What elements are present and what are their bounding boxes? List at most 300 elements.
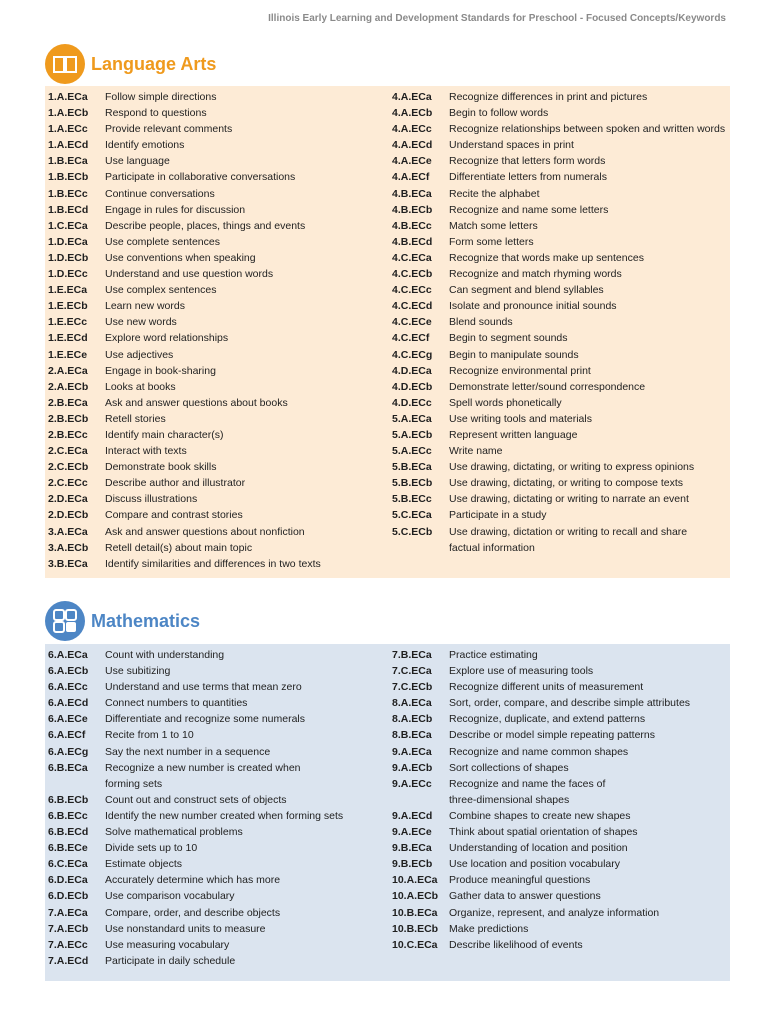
standard-code: 6.B.ECa xyxy=(48,761,88,774)
standard-code: 4.A.ECb xyxy=(392,107,433,120)
standard-description: Retell detail(s) about main topic xyxy=(105,541,253,554)
standard-code: 4.B.ECc xyxy=(392,219,432,232)
standard-row xyxy=(48,888,388,904)
standard-description: Explore word relationships xyxy=(105,332,229,345)
standard-code: 4.D.ECc xyxy=(392,396,432,409)
standard-code: 2.B.ECc xyxy=(48,428,88,441)
standard-code: 8.A.ECb xyxy=(392,713,433,726)
standard-row xyxy=(48,695,388,711)
standard-description: Participate in a study xyxy=(449,509,547,522)
standard-row xyxy=(48,905,388,921)
standard-code: 6.B.ECb xyxy=(48,793,89,806)
standard-row xyxy=(48,792,388,808)
standard-code: 5.C.ECb xyxy=(392,525,433,538)
standard-row xyxy=(392,347,727,363)
standard-code: 7.A.ECd xyxy=(48,954,89,967)
standard-code: 4.C.ECf xyxy=(392,332,430,345)
standard-row xyxy=(392,250,727,266)
standard-row xyxy=(392,314,727,330)
standard-row xyxy=(392,186,727,202)
standard-code: 4.C.ECc xyxy=(392,284,432,297)
standard-description: Identify similarities and differences in two texts xyxy=(105,557,321,570)
standard-row xyxy=(392,760,727,776)
standard-row xyxy=(392,491,727,507)
standard-code xyxy=(392,540,449,556)
standard-description: Recognize and name common shapes xyxy=(449,745,629,758)
standard-code: 7.C.ECb xyxy=(392,681,433,694)
standard-row xyxy=(392,218,727,234)
standard-description: Count out and construct sets of objects xyxy=(105,793,287,806)
standard-description: Recognize relationships between spoken and written words xyxy=(449,123,726,136)
standard-description: Recognize that words make up sentences xyxy=(449,251,644,264)
standard-row xyxy=(392,105,727,121)
standard-code: 8.A.ECa xyxy=(392,697,432,710)
standard-code: 4.C.ECe xyxy=(392,316,432,329)
language-arts-heading xyxy=(45,44,216,84)
standard-code: 6.D.ECb xyxy=(48,890,89,903)
standard-code: 3.A.ECa xyxy=(48,525,88,538)
standard-row xyxy=(392,169,727,185)
standard-description: Understand spaces in print xyxy=(449,139,574,152)
standard-code: 6.D.ECa xyxy=(48,874,88,887)
standard-row xyxy=(48,218,388,234)
standard-row xyxy=(48,459,388,475)
standard-description: Use drawing, dictation or writing to recall and share xyxy=(449,525,688,538)
standard-description: Blend sounds xyxy=(449,316,513,329)
standard-code: 5.B.ECc xyxy=(392,493,432,506)
standard-description: Begin to manipulate sounds xyxy=(449,348,579,361)
standard-row xyxy=(392,411,727,427)
standard-description: Compare, order, and describe objects xyxy=(105,906,281,919)
standard-description: Demonstrate book skills xyxy=(105,461,217,474)
standard-code: 1.D.ECa xyxy=(48,235,88,248)
standard-row xyxy=(48,540,388,556)
language-arts-right-column xyxy=(392,89,727,556)
standard-description: Recognize and name some letters xyxy=(449,203,609,216)
standard-description: Describe author and illustrator xyxy=(105,477,246,490)
standard-code: 4.A.ECd xyxy=(392,139,433,152)
standard-row xyxy=(48,856,388,872)
standard-code: 4.A.ECa xyxy=(392,91,432,103)
standard-code: 10.A.ECa xyxy=(392,874,438,887)
standard-row xyxy=(48,89,388,105)
standard-description: Recognize differences in print and pictures xyxy=(449,91,648,103)
standard-row xyxy=(48,266,388,282)
standard-code: 5.B.ECb xyxy=(392,477,433,490)
standard-code: 6.A.ECb xyxy=(48,665,89,678)
standard-code: 1.A.ECa xyxy=(48,91,88,103)
standard-code: 1.A.ECb xyxy=(48,107,89,120)
standard-row xyxy=(392,872,727,888)
standard-description: Respond to questions xyxy=(105,107,207,120)
standard-code: 7.A.ECc xyxy=(48,938,88,951)
standard-row xyxy=(392,507,727,523)
standard-row xyxy=(392,282,727,298)
standard-description: Begin to segment sounds xyxy=(449,332,568,345)
standard-row xyxy=(392,647,727,663)
language-arts-left-column xyxy=(48,89,388,572)
standard-description: Sort collections of shapes xyxy=(449,761,569,774)
mathematics-right-column xyxy=(392,647,727,953)
standard-row xyxy=(48,711,388,727)
standard-description: Continue conversations xyxy=(105,187,215,200)
standard-code: 9.A.ECd xyxy=(392,809,433,822)
standard-row xyxy=(48,298,388,314)
standard-description: Identify main character(s) xyxy=(105,428,224,441)
standard-code: 3.B.ECa xyxy=(48,557,88,570)
standard-code: 4.C.ECb xyxy=(392,268,433,281)
standard-row xyxy=(48,475,388,491)
standard-code: 4.C.ECg xyxy=(392,348,433,361)
grid-blocks-icon xyxy=(45,601,85,641)
standard-description: Use language xyxy=(105,155,170,168)
standard-row xyxy=(48,137,388,153)
standard-code: 1.E.ECa xyxy=(48,284,88,297)
standard-description: Use drawing, dictating, or writing to express opinions xyxy=(449,461,695,474)
standard-code: 1.A.ECc xyxy=(48,123,88,136)
standard-code: 4.D.ECa xyxy=(392,364,432,377)
standard-description: Connect numbers to quantities xyxy=(105,697,248,710)
standard-description: Ask and answer questions about books xyxy=(105,396,288,409)
standard-row xyxy=(392,679,727,695)
standard-description: Recognize and match rhyming words xyxy=(449,268,622,281)
standard-row xyxy=(392,443,727,459)
standard-code: 9.A.ECa xyxy=(392,745,432,758)
standard-description: Engage in book-sharing xyxy=(105,364,216,377)
standard-row xyxy=(392,824,727,840)
standard-row xyxy=(48,234,388,250)
standard-code: 3.A.ECb xyxy=(48,541,89,554)
standard-description: Use location and position vocabulary xyxy=(449,858,621,871)
standard-description: Explore use of measuring tools xyxy=(449,665,594,678)
standard-row xyxy=(48,663,388,679)
standard-description: Recognize different units of measurement xyxy=(449,681,644,694)
standard-row xyxy=(392,524,727,540)
standard-description: Practice estimating xyxy=(449,649,538,661)
standard-description: Understand and use terms that mean zero xyxy=(105,681,302,694)
standard-description: Use drawing, dictating, or writing to compose texts xyxy=(449,477,684,490)
standard-description: Sort, order, compare, and describe simple attributes xyxy=(449,697,691,710)
standard-description: Divide sets up to 10 xyxy=(105,842,198,855)
standard-row xyxy=(392,153,727,169)
standard-row xyxy=(48,379,388,395)
standard-row xyxy=(48,395,388,411)
standard-row xyxy=(48,679,388,695)
standard-code: 2.B.ECb xyxy=(48,412,89,425)
standard-description: factual information xyxy=(449,541,535,554)
standard-row xyxy=(48,808,388,824)
standard-code: 6.B.ECd xyxy=(48,826,89,839)
standard-code: 4.B.ECd xyxy=(392,235,433,248)
standard-code: 6.A.ECc xyxy=(48,681,88,694)
standard-code: 6.C.ECa xyxy=(48,858,88,871)
standard-code: 6.B.ECe xyxy=(48,842,88,855)
standard-description: Use measuring vocabulary xyxy=(105,938,230,951)
standard-code: 6.A.ECf xyxy=(48,729,86,742)
standard-row xyxy=(392,202,727,218)
standard-code: 8.B.ECa xyxy=(392,729,432,742)
standard-row xyxy=(392,711,727,727)
standard-row xyxy=(48,411,388,427)
standard-code: 9.A.ECe xyxy=(392,826,432,839)
standard-row xyxy=(392,427,727,443)
standard-code xyxy=(48,776,105,792)
standard-description: Describe likelihood of events xyxy=(449,938,583,951)
standard-description: Understand and use question words xyxy=(105,268,274,281)
standard-code: 4.A.ECc xyxy=(392,123,432,136)
standard-description: Participate in daily schedule xyxy=(105,954,236,967)
standard-description: Use conventions when speaking xyxy=(105,251,256,264)
standard-code: 2.B.ECa xyxy=(48,396,88,409)
language-arts-panel xyxy=(45,86,730,578)
standard-description: Recognize, duplicate, and extend patterns xyxy=(449,713,646,726)
standard-description: Provide relevant comments xyxy=(105,123,233,136)
mathematics-title: Mathematics xyxy=(91,610,201,631)
standard-row xyxy=(48,330,388,346)
standard-description: Recite the alphabet xyxy=(449,187,540,200)
open-book-icon xyxy=(45,44,85,84)
standard-description: Use nonstandard units to measure xyxy=(105,922,266,935)
standard-description: Demonstrate letter/sound correspondence xyxy=(449,380,646,393)
standard-code: 9.B.ECa xyxy=(392,842,432,855)
standard-row xyxy=(48,647,388,663)
standard-description: Represent written language xyxy=(449,428,578,441)
standard-description: Use new words xyxy=(105,316,177,329)
standard-description: Use complete sentences xyxy=(105,235,220,248)
standard-description: Differentiate letters from numerals xyxy=(449,171,607,184)
standard-code: 6.A.ECa xyxy=(48,649,88,661)
standard-row xyxy=(48,507,388,523)
standard-code: 2.D.ECb xyxy=(48,509,89,522)
standard-description: Organize, represent, and analyze information xyxy=(449,906,660,919)
standard-code: 9.B.ECb xyxy=(392,858,433,871)
standard-description: Describe people, places, things and events xyxy=(105,219,306,232)
standard-description: Recognize a new number is created when xyxy=(105,761,301,774)
standard-description: Identify the new number created when forming sets xyxy=(105,809,344,822)
standard-row xyxy=(392,540,727,556)
standard-description: Can segment and blend syllables xyxy=(449,284,604,297)
standard-description: Differentiate and recognize some numerals xyxy=(105,713,305,726)
standard-row xyxy=(48,744,388,760)
standard-code: 1.E.ECb xyxy=(48,300,88,313)
standard-description: Isolate and pronounce initial sounds xyxy=(449,300,617,313)
standard-code: 2.C.ECb xyxy=(48,461,89,474)
standard-row xyxy=(392,905,727,921)
standard-row xyxy=(392,727,727,743)
standard-description: Recognize and name the faces of xyxy=(449,777,606,790)
standard-code: 7.A.ECb xyxy=(48,922,89,935)
standard-code: 2.A.ECa xyxy=(48,364,88,377)
mathematics-heading xyxy=(45,601,200,641)
standard-description: Gather data to answer questions xyxy=(449,890,601,903)
standard-code: 1.E.ECe xyxy=(48,348,88,361)
standard-row xyxy=(392,840,727,856)
standard-row xyxy=(392,121,727,137)
standard-code: 2.D.ECa xyxy=(48,493,88,506)
mathematics-left-column xyxy=(48,647,388,969)
standard-description: Estimate objects xyxy=(105,858,183,871)
standard-description: Use writing tools and materials xyxy=(449,412,592,425)
standard-row xyxy=(48,363,388,379)
standard-code: 1.E.ECc xyxy=(48,316,88,329)
standard-code: 1.B.ECa xyxy=(48,155,88,168)
standard-row xyxy=(48,169,388,185)
standard-row xyxy=(48,872,388,888)
standard-code: 10.C.ECa xyxy=(392,938,438,951)
standard-row xyxy=(48,186,388,202)
document-header: Illinois Early Learning and Development Standards for Preschool - Focused Concepts/Keywords xyxy=(268,13,726,24)
standard-description: Use drawing, dictating or writing to narrate an event xyxy=(449,493,689,506)
standard-code: 1.B.ECb xyxy=(48,171,89,184)
standard-code: 9.A.ECb xyxy=(392,761,433,774)
standard-description: Make predictions xyxy=(449,922,529,935)
standard-row xyxy=(392,330,727,346)
standard-row xyxy=(48,314,388,330)
standard-code: 5.A.ECc xyxy=(392,445,432,458)
standard-description: Accurately determine which has more xyxy=(105,874,281,887)
standard-code: 1.B.ECc xyxy=(48,187,88,200)
standard-row xyxy=(392,395,727,411)
standard-code: 7.C.ECa xyxy=(392,665,432,678)
standard-row xyxy=(392,234,727,250)
standard-row xyxy=(392,663,727,679)
standard-description: Recognize environmental print xyxy=(449,364,591,377)
standard-code: 6.A.ECe xyxy=(48,713,88,726)
standard-description: Spell words phonetically xyxy=(449,396,562,409)
standard-code: 6.B.ECc xyxy=(48,809,88,822)
standard-row xyxy=(392,776,727,792)
standard-row xyxy=(392,379,727,395)
standard-description: Say the next number in a sequence xyxy=(105,745,271,758)
standard-row xyxy=(392,744,727,760)
standard-description: Compare and contrast stories xyxy=(105,509,243,522)
standard-description: Use complex sentences xyxy=(105,284,217,297)
standard-row xyxy=(48,250,388,266)
standard-description: Use comparison vocabulary xyxy=(105,890,235,903)
standard-code: 1.D.ECb xyxy=(48,251,89,264)
standard-code: 6.A.ECg xyxy=(48,745,89,758)
standard-code: 2.A.ECb xyxy=(48,380,89,393)
standard-code: 10.B.ECb xyxy=(392,922,439,935)
standard-code: 4.C.ECa xyxy=(392,251,432,264)
standard-row xyxy=(392,808,727,824)
standard-code: 5.A.ECb xyxy=(392,428,433,441)
standard-row xyxy=(48,840,388,856)
standard-row xyxy=(392,475,727,491)
standard-description: Interact with texts xyxy=(105,445,187,458)
standard-description: Participate in collaborative conversations xyxy=(105,171,296,184)
standard-row xyxy=(392,695,727,711)
standard-code: 4.B.ECb xyxy=(392,203,433,216)
standard-description: forming sets xyxy=(105,777,163,790)
standard-description: Produce meaningful questions xyxy=(449,874,591,887)
standard-row xyxy=(392,266,727,282)
standard-row xyxy=(48,953,388,969)
standard-row xyxy=(48,776,388,792)
standard-description: Think about spatial orientation of shapes xyxy=(449,826,638,839)
standard-code: 4.B.ECa xyxy=(392,187,432,200)
standard-description: Use subitizing xyxy=(105,665,171,678)
standard-row xyxy=(48,202,388,218)
standard-row xyxy=(48,524,388,540)
standard-description: Identify emotions xyxy=(105,139,185,152)
standard-description: Engage in rules for discussion xyxy=(105,203,246,216)
standard-code: 10.B.ECa xyxy=(392,906,438,919)
standard-row xyxy=(392,921,727,937)
standard-description: Understanding of location and position xyxy=(449,842,628,855)
standard-row xyxy=(48,153,388,169)
standard-row xyxy=(392,459,727,475)
standard-description: Recite from 1 to 10 xyxy=(105,729,194,742)
standard-code: 1.E.ECd xyxy=(48,332,88,345)
standard-description: Learn new words xyxy=(105,300,185,313)
standard-description: Follow simple directions xyxy=(105,91,217,103)
standard-description: Count with understanding xyxy=(105,649,225,661)
standard-row xyxy=(48,427,388,443)
standard-row xyxy=(48,760,388,776)
standard-row xyxy=(48,282,388,298)
standard-description: Ask and answer questions about nonfiction xyxy=(105,525,305,538)
standard-description: Describe or model simple repeating patterns xyxy=(449,729,656,742)
standard-row xyxy=(392,89,727,105)
standard-description: Match some letters xyxy=(449,219,538,232)
standard-code: 5.B.ECa xyxy=(392,461,432,474)
standard-description: Write name xyxy=(449,445,503,458)
standard-row xyxy=(48,921,388,937)
standard-row xyxy=(48,937,388,953)
standard-code: 2.C.ECa xyxy=(48,445,88,458)
standard-code: 2.C.ECc xyxy=(48,477,88,490)
standard-row xyxy=(48,727,388,743)
standard-description: Retell stories xyxy=(105,412,166,425)
standard-row xyxy=(392,137,727,153)
standard-description: Solve mathematical problems xyxy=(105,826,243,839)
standard-code: 4.D.ECb xyxy=(392,380,433,393)
standard-code: 1.B.ECd xyxy=(48,203,89,216)
standard-row xyxy=(392,856,727,872)
standard-row xyxy=(48,443,388,459)
standard-code: 4.A.ECf xyxy=(392,171,430,184)
standard-row xyxy=(392,937,727,953)
standard-description: Discuss illustrations xyxy=(105,493,198,506)
standard-row xyxy=(48,824,388,840)
standard-code: 9.A.ECc xyxy=(392,777,432,790)
standard-code xyxy=(392,792,449,808)
standard-code: 4.C.ECd xyxy=(392,300,433,313)
standard-code: 4.A.ECe xyxy=(392,155,432,168)
standard-description: Combine shapes to create new shapes xyxy=(449,809,631,822)
standard-row xyxy=(48,105,388,121)
standard-code: 1.A.ECd xyxy=(48,139,89,152)
standard-code: 7.B.ECa xyxy=(392,649,432,661)
standard-code: 1.D.ECc xyxy=(48,268,88,281)
standard-code: 10.A.ECb xyxy=(392,890,439,903)
standard-row xyxy=(48,556,388,572)
standard-code: 5.C.ECa xyxy=(392,509,432,522)
standard-row xyxy=(392,363,727,379)
standard-code: 1.C.ECa xyxy=(48,219,88,232)
standard-description: Recognize that letters form words xyxy=(449,155,606,168)
mathematics-panel xyxy=(45,644,730,981)
standard-description: Form some letters xyxy=(449,235,534,248)
standard-row xyxy=(48,491,388,507)
standard-code: 6.A.ECd xyxy=(48,697,89,710)
standard-description: Looks at books xyxy=(105,380,176,393)
standard-row xyxy=(48,121,388,137)
standard-description: Begin to follow words xyxy=(449,107,549,120)
standard-description: three-dimensional shapes xyxy=(449,793,570,806)
standard-description: Use adjectives xyxy=(105,348,174,361)
